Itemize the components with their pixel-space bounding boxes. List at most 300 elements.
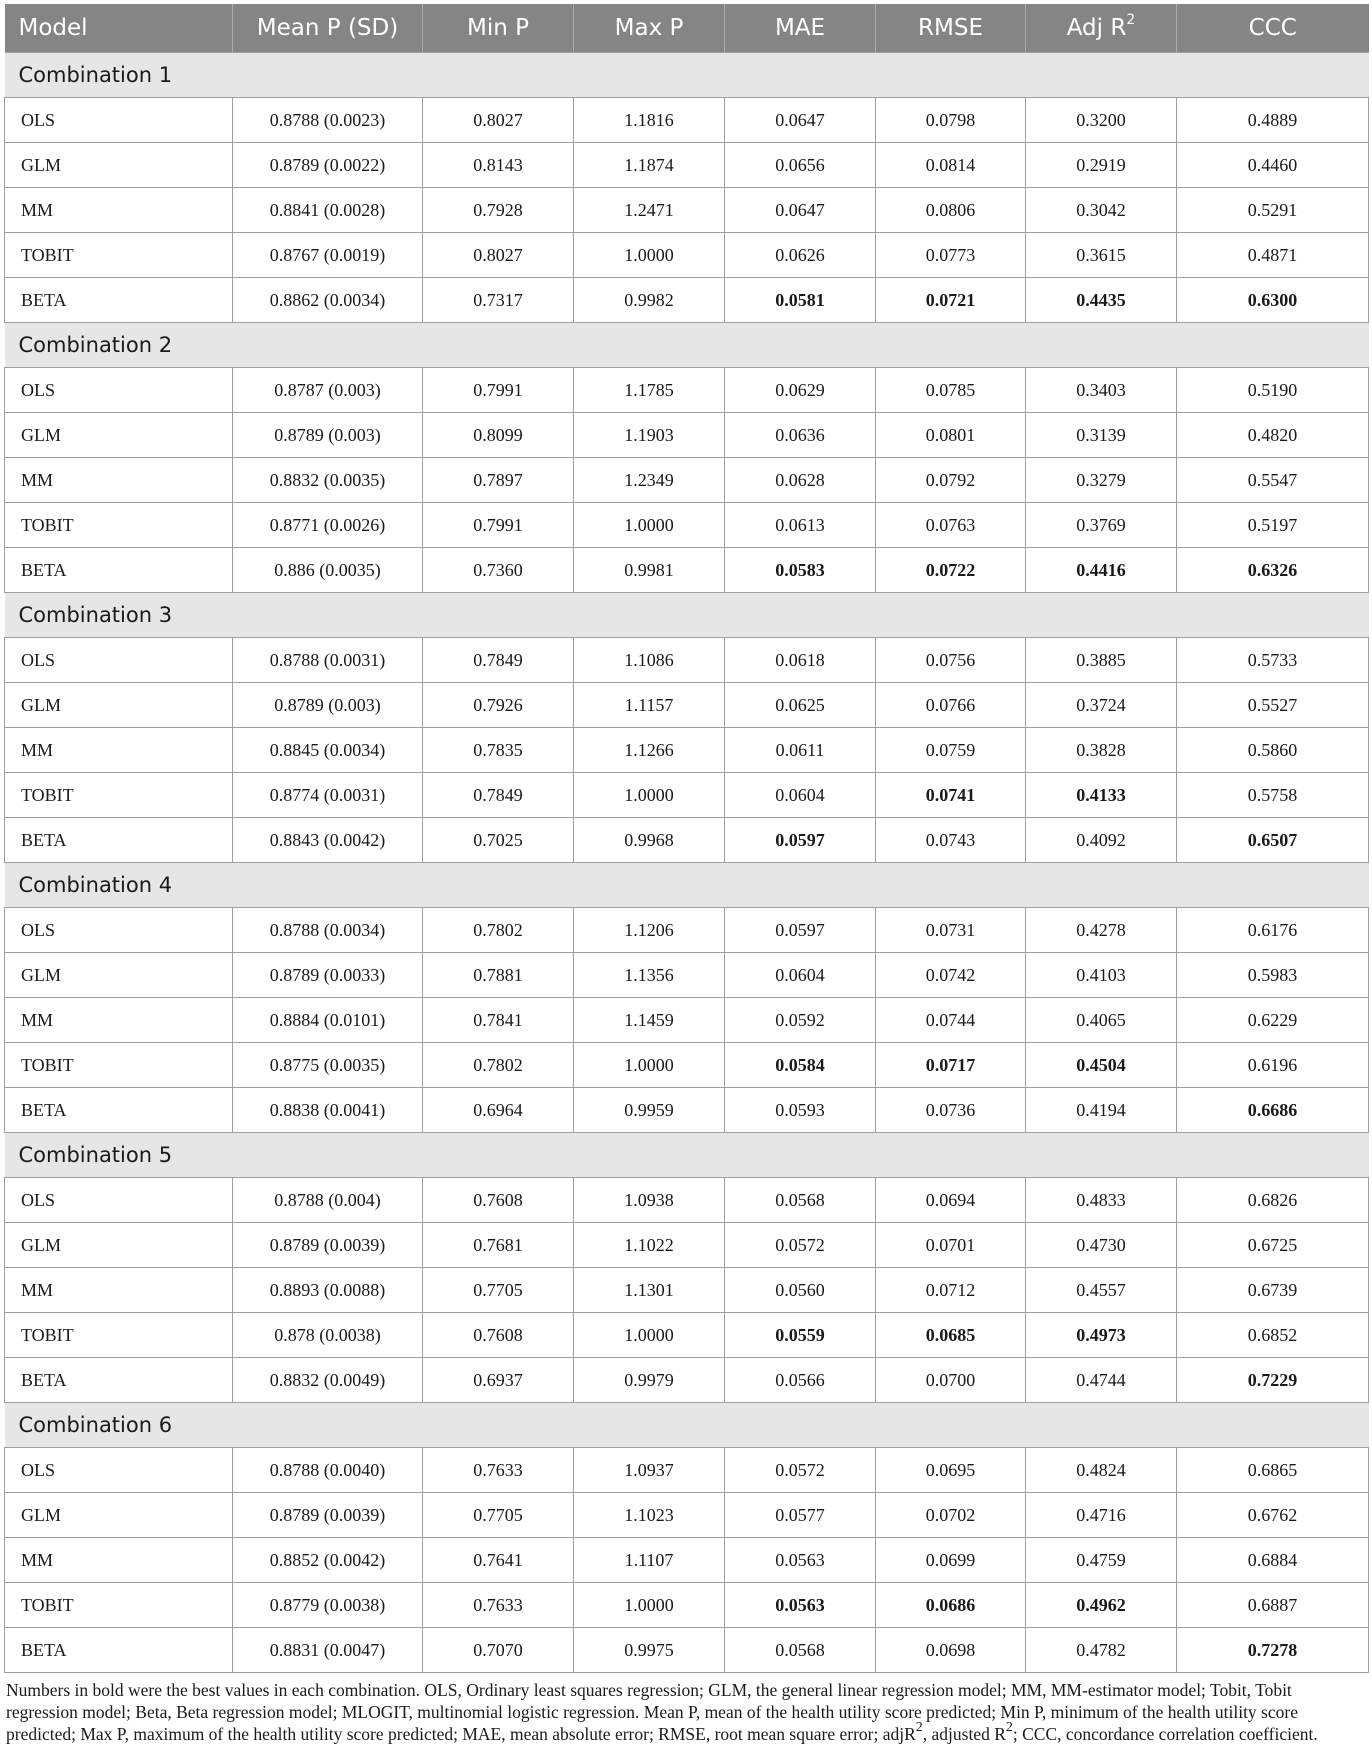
- cell-max-p: 1.0937: [574, 1448, 725, 1493]
- cell-min-p: 0.6937: [423, 1358, 574, 1403]
- cell-max-p: 1.1356: [574, 953, 725, 998]
- cell-mae: 0.0560: [725, 1268, 876, 1313]
- cell-adj-r2: 0.3042: [1026, 188, 1177, 233]
- cell-mean-p: 0.8831 (0.0047): [233, 1628, 423, 1673]
- cell-mean-p: 0.8838 (0.0041): [233, 1088, 423, 1133]
- cell-rmse: 0.0744: [876, 998, 1026, 1043]
- cell-model: MM: [5, 1538, 233, 1583]
- cell-adj-r2: 0.4716: [1026, 1493, 1177, 1538]
- table-row: [5, 1313, 1369, 1358]
- cell-mae: 0.0647: [725, 188, 876, 233]
- cell-mae: 0.0563: [725, 1583, 876, 1628]
- table-row: [5, 773, 1369, 818]
- cell-adj-r2: 0.3615: [1026, 233, 1177, 278]
- cell-max-p: 1.1785: [574, 368, 725, 413]
- cell-min-p: 0.6964: [423, 1088, 574, 1133]
- group-header-row: [5, 53, 1369, 98]
- cell-ccc: 0.5190: [1177, 368, 1369, 413]
- cell-model: TOBIT: [5, 1043, 233, 1088]
- cell-mae: 0.0563: [725, 1538, 876, 1583]
- cell-mae: 0.0584: [725, 1043, 876, 1088]
- cell-adj-r2: 0.4504: [1026, 1043, 1177, 1088]
- cell-model: OLS: [5, 368, 233, 413]
- cell-rmse: 0.0722: [876, 548, 1026, 593]
- table-row: [5, 1448, 1369, 1493]
- table-row: [5, 1583, 1369, 1628]
- cell-model: BETA: [5, 1628, 233, 1673]
- cell-min-p: 0.7841: [423, 998, 574, 1043]
- cell-min-p: 0.7681: [423, 1223, 574, 1268]
- cell-adj-r2: 0.4973: [1026, 1313, 1177, 1358]
- cell-mae: 0.0583: [725, 548, 876, 593]
- cell-mae: 0.0568: [725, 1178, 876, 1223]
- cell-mean-p: 0.8841 (0.0028): [233, 188, 423, 233]
- group-label: Combination 6: [5, 1403, 1369, 1448]
- cell-rmse: 0.0702: [876, 1493, 1026, 1538]
- cell-rmse: 0.0717: [876, 1043, 1026, 1088]
- cell-model: OLS: [5, 1178, 233, 1223]
- cell-model: TOBIT: [5, 503, 233, 548]
- cell-ccc: 0.6176: [1177, 908, 1369, 953]
- cell-max-p: 1.1157: [574, 683, 725, 728]
- cell-mean-p: 0.8788 (0.0031): [233, 638, 423, 683]
- footnote-text-2: , adjusted R: [922, 1724, 1006, 1744]
- table-row: [5, 1223, 1369, 1268]
- cell-adj-r2: 0.4065: [1026, 998, 1177, 1043]
- cell-max-p: 1.1874: [574, 143, 725, 188]
- cell-model: OLS: [5, 908, 233, 953]
- cell-adj-r2: 0.4103: [1026, 953, 1177, 998]
- cell-min-p: 0.7849: [423, 638, 574, 683]
- cell-min-p: 0.7360: [423, 548, 574, 593]
- cell-mean-p: 0.8788 (0.004): [233, 1178, 423, 1223]
- cell-max-p: 1.2471: [574, 188, 725, 233]
- cell-rmse: 0.0773: [876, 233, 1026, 278]
- cell-min-p: 0.7025: [423, 818, 574, 863]
- cell-mae: 0.0647: [725, 98, 876, 143]
- cell-ccc: 0.6300: [1177, 278, 1369, 323]
- cell-max-p: 1.2349: [574, 458, 725, 503]
- cell-mae: 0.0613: [725, 503, 876, 548]
- cell-ccc: 0.5758: [1177, 773, 1369, 818]
- group-header-row: [5, 1133, 1369, 1178]
- cell-mean-p: 0.878 (0.0038): [233, 1313, 423, 1358]
- cell-max-p: 1.0000: [574, 1313, 725, 1358]
- cell-mean-p: 0.8789 (0.003): [233, 413, 423, 458]
- cell-mean-p: 0.8843 (0.0042): [233, 818, 423, 863]
- group-label: Combination 2: [5, 323, 1369, 368]
- cell-rmse: 0.0763: [876, 503, 1026, 548]
- cell-rmse: 0.0695: [876, 1448, 1026, 1493]
- cell-mae: 0.0656: [725, 143, 876, 188]
- cell-adj-r2: 0.4278: [1026, 908, 1177, 953]
- cell-ccc: 0.5860: [1177, 728, 1369, 773]
- cell-max-p: 1.1022: [574, 1223, 725, 1268]
- group-label: Combination 5: [5, 1133, 1369, 1178]
- table-row: [5, 233, 1369, 278]
- cell-mean-p: 0.8893 (0.0088): [233, 1268, 423, 1313]
- cell-rmse: 0.0798: [876, 98, 1026, 143]
- table-row: [5, 98, 1369, 143]
- cell-mean-p: 0.8767 (0.0019): [233, 233, 423, 278]
- cell-mean-p: 0.8832 (0.0035): [233, 458, 423, 503]
- table-row: [5, 953, 1369, 998]
- cell-min-p: 0.7641: [423, 1538, 574, 1583]
- cell-mae: 0.0628: [725, 458, 876, 503]
- table-row: [5, 728, 1369, 773]
- group-label: Combination 3: [5, 593, 1369, 638]
- cell-model: OLS: [5, 1448, 233, 1493]
- footnote-superscript-1: 2: [915, 1720, 923, 1736]
- footnote-text-1: Numbers in bold were the best values in each combination. OLS, Ordinary least squares regression; GLM, the general linear regression model; MM, MM-estimator model; Tobit, Tobit regression model; Beta, Beta regression model; MLOGIT, multinomial logistic regression. Mean P, mean of the health utility score predicted; Min P, minimum of the health utility score predicted; Max P, maximum of the health utility score predicted; MAE, mean absolute error; RMSE, root mean square error; adjR: [6, 1680, 1298, 1744]
- header-adj-r2: [1026, 4, 1177, 53]
- table-row: [5, 458, 1369, 503]
- table-row: [5, 1088, 1369, 1133]
- cell-mean-p: 0.8789 (0.003): [233, 683, 423, 728]
- cell-rmse: 0.0699: [876, 1538, 1026, 1583]
- cell-mean-p: 0.8779 (0.0038): [233, 1583, 423, 1628]
- cell-max-p: 1.1266: [574, 728, 725, 773]
- cell-rmse: 0.0698: [876, 1628, 1026, 1673]
- cell-min-p: 0.7802: [423, 908, 574, 953]
- cell-model: BETA: [5, 1088, 233, 1133]
- table-body: [5, 53, 1369, 1673]
- table-row: [5, 503, 1369, 548]
- cell-mean-p: 0.8788 (0.0023): [233, 98, 423, 143]
- cell-mean-p: 0.8774 (0.0031): [233, 773, 423, 818]
- cell-model: BETA: [5, 1358, 233, 1403]
- table-row: [5, 1178, 1369, 1223]
- table-row: [5, 1493, 1369, 1538]
- cell-adj-r2: 0.3139: [1026, 413, 1177, 458]
- cell-rmse: 0.0801: [876, 413, 1026, 458]
- cell-model: GLM: [5, 1223, 233, 1268]
- cell-mean-p: 0.8787 (0.003): [233, 368, 423, 413]
- table-row: [5, 998, 1369, 1043]
- cell-max-p: 1.0000: [574, 1043, 725, 1088]
- cell-mean-p: 0.8771 (0.0026): [233, 503, 423, 548]
- group-header-row: [5, 1403, 1369, 1448]
- cell-max-p: 1.1023: [574, 1493, 725, 1538]
- cell-min-p: 0.8143: [423, 143, 574, 188]
- cell-rmse: 0.0806: [876, 188, 1026, 233]
- cell-min-p: 0.8027: [423, 233, 574, 278]
- cell-rmse: 0.0712: [876, 1268, 1026, 1313]
- cell-min-p: 0.7608: [423, 1313, 574, 1358]
- cell-adj-r2: 0.4962: [1026, 1583, 1177, 1628]
- table-row: [5, 683, 1369, 728]
- cell-mean-p: 0.8789 (0.0039): [233, 1223, 423, 1268]
- model-performance-table: [4, 4, 1369, 1673]
- table-row: [5, 278, 1369, 323]
- cell-mean-p: 0.8789 (0.0022): [233, 143, 423, 188]
- cell-max-p: 1.0000: [574, 503, 725, 548]
- cell-adj-r2: 0.2919: [1026, 143, 1177, 188]
- cell-ccc: 0.7278: [1177, 1628, 1369, 1673]
- cell-rmse: 0.0756: [876, 638, 1026, 683]
- cell-adj-r2: 0.4744: [1026, 1358, 1177, 1403]
- cell-ccc: 0.7229: [1177, 1358, 1369, 1403]
- cell-max-p: 0.9979: [574, 1358, 725, 1403]
- cell-mean-p: 0.8788 (0.0040): [233, 1448, 423, 1493]
- cell-max-p: 1.0000: [574, 773, 725, 818]
- table-row: [5, 548, 1369, 593]
- cell-rmse: 0.0694: [876, 1178, 1026, 1223]
- table-row: [5, 143, 1369, 188]
- cell-rmse: 0.0736: [876, 1088, 1026, 1133]
- cell-mae: 0.0597: [725, 908, 876, 953]
- cell-max-p: 0.9982: [574, 278, 725, 323]
- cell-model: GLM: [5, 413, 233, 458]
- group-header-row: [5, 323, 1369, 368]
- cell-adj-r2: 0.3403: [1026, 368, 1177, 413]
- cell-rmse: 0.0685: [876, 1313, 1026, 1358]
- cell-rmse: 0.0792: [876, 458, 1026, 503]
- cell-mae: 0.0568: [725, 1628, 876, 1673]
- cell-ccc: 0.6507: [1177, 818, 1369, 863]
- cell-min-p: 0.7897: [423, 458, 574, 503]
- cell-min-p: 0.8027: [423, 98, 574, 143]
- cell-model: TOBIT: [5, 233, 233, 278]
- cell-rmse: 0.0741: [876, 773, 1026, 818]
- cell-min-p: 0.8099: [423, 413, 574, 458]
- cell-min-p: 0.7705: [423, 1493, 574, 1538]
- cell-adj-r2: 0.4824: [1026, 1448, 1177, 1493]
- header-mae: MAE: [725, 4, 876, 53]
- cell-model: BETA: [5, 278, 233, 323]
- cell-ccc: 0.6196: [1177, 1043, 1369, 1088]
- cell-model: GLM: [5, 1493, 233, 1538]
- cell-ccc: 0.5291: [1177, 188, 1369, 233]
- cell-adj-r2: 0.4782: [1026, 1628, 1177, 1673]
- cell-max-p: 1.1903: [574, 413, 725, 458]
- header-adj-r2-superscript: 2: [1126, 12, 1136, 29]
- table-row: [5, 1043, 1369, 1088]
- table-row: [5, 1628, 1369, 1673]
- table-row: [5, 638, 1369, 683]
- cell-adj-r2: 0.4730: [1026, 1223, 1177, 1268]
- cell-adj-r2: 0.4435: [1026, 278, 1177, 323]
- group-label: Combination 4: [5, 863, 1369, 908]
- cell-adj-r2: 0.4092: [1026, 818, 1177, 863]
- cell-ccc: 0.6852: [1177, 1313, 1369, 1358]
- cell-max-p: 1.0938: [574, 1178, 725, 1223]
- cell-ccc: 0.6762: [1177, 1493, 1369, 1538]
- cell-ccc: 0.5197: [1177, 503, 1369, 548]
- table-row: [5, 1268, 1369, 1313]
- cell-mae: 0.0625: [725, 683, 876, 728]
- cell-min-p: 0.7070: [423, 1628, 574, 1673]
- cell-mae: 0.0559: [725, 1313, 876, 1358]
- cell-adj-r2: 0.4194: [1026, 1088, 1177, 1133]
- cell-rmse: 0.0701: [876, 1223, 1026, 1268]
- cell-max-p: 1.1206: [574, 908, 725, 953]
- cell-max-p: 1.1086: [574, 638, 725, 683]
- cell-adj-r2: 0.4833: [1026, 1178, 1177, 1223]
- cell-rmse: 0.0759: [876, 728, 1026, 773]
- header-max-p: Max P: [574, 4, 725, 53]
- cell-adj-r2: 0.3828: [1026, 728, 1177, 773]
- cell-model: MM: [5, 188, 233, 233]
- cell-rmse: 0.0721: [876, 278, 1026, 323]
- cell-rmse: 0.0686: [876, 1583, 1026, 1628]
- cell-ccc: 0.5547: [1177, 458, 1369, 503]
- cell-model: OLS: [5, 98, 233, 143]
- cell-min-p: 0.7928: [423, 188, 574, 233]
- cell-max-p: 1.1816: [574, 98, 725, 143]
- cell-min-p: 0.7849: [423, 773, 574, 818]
- cell-model: BETA: [5, 548, 233, 593]
- table-row: [5, 818, 1369, 863]
- cell-max-p: 0.9959: [574, 1088, 725, 1133]
- header-model: Model: [5, 4, 233, 53]
- cell-min-p: 0.7633: [423, 1448, 574, 1493]
- results-table-container: [4, 4, 1368, 1745]
- header-adj-r2-label: Adj R: [1066, 15, 1127, 41]
- cell-min-p: 0.7991: [423, 368, 574, 413]
- cell-adj-r2: 0.4759: [1026, 1538, 1177, 1583]
- cell-ccc: 0.6887: [1177, 1583, 1369, 1628]
- cell-mae: 0.0604: [725, 773, 876, 818]
- cell-mae: 0.0626: [725, 233, 876, 278]
- group-header-row: [5, 863, 1369, 908]
- header-min-p: Min P: [423, 4, 574, 53]
- cell-mae: 0.0597: [725, 818, 876, 863]
- cell-mean-p: 0.8789 (0.0039): [233, 1493, 423, 1538]
- cell-min-p: 0.7881: [423, 953, 574, 998]
- cell-max-p: 0.9968: [574, 818, 725, 863]
- cell-rmse: 0.0814: [876, 143, 1026, 188]
- cell-mean-p: 0.8845 (0.0034): [233, 728, 423, 773]
- cell-mae: 0.0611: [725, 728, 876, 773]
- cell-adj-r2: 0.4416: [1026, 548, 1177, 593]
- cell-adj-r2: 0.3279: [1026, 458, 1177, 503]
- cell-ccc: 0.5733: [1177, 638, 1369, 683]
- cell-ccc: 0.6739: [1177, 1268, 1369, 1313]
- cell-mean-p: 0.8832 (0.0049): [233, 1358, 423, 1403]
- table-row: [5, 1538, 1369, 1583]
- cell-mae: 0.0636: [725, 413, 876, 458]
- footnote-superscript-2: 2: [1005, 1720, 1013, 1736]
- cell-rmse: 0.0743: [876, 818, 1026, 863]
- cell-mae: 0.0577: [725, 1493, 876, 1538]
- cell-ccc: 0.4460: [1177, 143, 1369, 188]
- cell-ccc: 0.5527: [1177, 683, 1369, 728]
- cell-model: GLM: [5, 143, 233, 188]
- cell-mean-p: 0.8852 (0.0042): [233, 1538, 423, 1583]
- cell-adj-r2: 0.3885: [1026, 638, 1177, 683]
- cell-mae: 0.0593: [725, 1088, 876, 1133]
- footnote-text-3: ; CCC, concordance correlation coefficient.: [1012, 1724, 1318, 1744]
- cell-model: MM: [5, 728, 233, 773]
- cell-max-p: 1.0000: [574, 233, 725, 278]
- cell-ccc: 0.6326: [1177, 548, 1369, 593]
- header-rmse: RMSE: [876, 4, 1026, 53]
- cell-mae: 0.0566: [725, 1358, 876, 1403]
- cell-mean-p: 0.8775 (0.0035): [233, 1043, 423, 1088]
- cell-adj-r2: 0.4557: [1026, 1268, 1177, 1313]
- table-row: [5, 188, 1369, 233]
- cell-model: TOBIT: [5, 1583, 233, 1628]
- group-header-row: [5, 593, 1369, 638]
- cell-mae: 0.0629: [725, 368, 876, 413]
- cell-mae: 0.0604: [725, 953, 876, 998]
- cell-min-p: 0.7835: [423, 728, 574, 773]
- cell-adj-r2: 0.4133: [1026, 773, 1177, 818]
- cell-rmse: 0.0700: [876, 1358, 1026, 1403]
- cell-model: GLM: [5, 953, 233, 998]
- cell-ccc: 0.6725: [1177, 1223, 1369, 1268]
- cell-adj-r2: 0.3200: [1026, 98, 1177, 143]
- cell-mae: 0.0581: [725, 278, 876, 323]
- cell-model: TOBIT: [5, 773, 233, 818]
- cell-rmse: 0.0766: [876, 683, 1026, 728]
- cell-min-p: 0.7926: [423, 683, 574, 728]
- cell-mean-p: 0.8788 (0.0034): [233, 908, 423, 953]
- table-row: [5, 1358, 1369, 1403]
- cell-rmse: 0.0731: [876, 908, 1026, 953]
- cell-mean-p: 0.8789 (0.0033): [233, 953, 423, 998]
- cell-mae: 0.0572: [725, 1448, 876, 1493]
- cell-min-p: 0.7317: [423, 278, 574, 323]
- cell-min-p: 0.7991: [423, 503, 574, 548]
- cell-ccc: 0.5983: [1177, 953, 1369, 998]
- cell-model: BETA: [5, 818, 233, 863]
- cell-adj-r2: 0.3769: [1026, 503, 1177, 548]
- cell-model: GLM: [5, 683, 233, 728]
- table-header-row: [5, 4, 1369, 53]
- table-row: [5, 413, 1369, 458]
- cell-mean-p: 0.886 (0.0035): [233, 548, 423, 593]
- cell-max-p: 1.0000: [574, 1583, 725, 1628]
- cell-mae: 0.0592: [725, 998, 876, 1043]
- cell-mae: 0.0618: [725, 638, 876, 683]
- cell-ccc: 0.4889: [1177, 98, 1369, 143]
- cell-max-p: 1.1107: [574, 1538, 725, 1583]
- cell-max-p: 1.1459: [574, 998, 725, 1043]
- cell-adj-r2: 0.3724: [1026, 683, 1177, 728]
- cell-ccc: 0.4820: [1177, 413, 1369, 458]
- group-label: Combination 1: [5, 53, 1369, 98]
- cell-max-p: 1.1301: [574, 1268, 725, 1313]
- cell-min-p: 0.7802: [423, 1043, 574, 1088]
- header-mean-p: Mean P (SD): [233, 4, 423, 53]
- cell-model: MM: [5, 998, 233, 1043]
- cell-mae: 0.0572: [725, 1223, 876, 1268]
- table-footnote: [4, 1679, 1368, 1745]
- cell-model: OLS: [5, 638, 233, 683]
- cell-mean-p: 0.8884 (0.0101): [233, 998, 423, 1043]
- cell-rmse: 0.0742: [876, 953, 1026, 998]
- cell-min-p: 0.7608: [423, 1178, 574, 1223]
- cell-model: MM: [5, 1268, 233, 1313]
- cell-model: MM: [5, 458, 233, 503]
- table-row: [5, 368, 1369, 413]
- cell-min-p: 0.7633: [423, 1583, 574, 1628]
- cell-ccc: 0.6865: [1177, 1448, 1369, 1493]
- header-ccc: CCC: [1177, 4, 1369, 53]
- cell-max-p: 0.9975: [574, 1628, 725, 1673]
- cell-rmse: 0.0785: [876, 368, 1026, 413]
- cell-ccc: 0.6686: [1177, 1088, 1369, 1133]
- cell-ccc: 0.6229: [1177, 998, 1369, 1043]
- cell-model: TOBIT: [5, 1313, 233, 1358]
- cell-ccc: 0.6826: [1177, 1178, 1369, 1223]
- cell-mean-p: 0.8862 (0.0034): [233, 278, 423, 323]
- cell-ccc: 0.4871: [1177, 233, 1369, 278]
- cell-ccc: 0.6884: [1177, 1538, 1369, 1583]
- cell-min-p: 0.7705: [423, 1268, 574, 1313]
